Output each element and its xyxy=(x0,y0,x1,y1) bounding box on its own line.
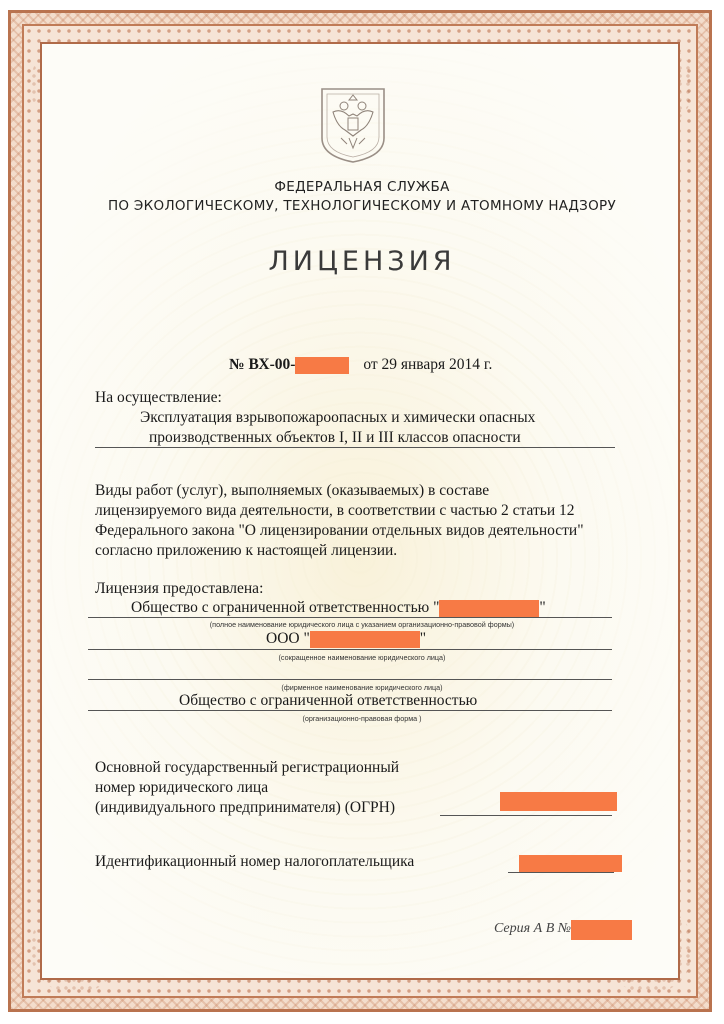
redacted-series-number xyxy=(571,920,632,940)
works-line2: лицензируемого вида деятельности, в соответствии с частью 2 статьи 12 xyxy=(95,502,575,519)
redacted-license-number xyxy=(295,357,349,374)
works-line4: согласно приложению к настоящей лицензии. xyxy=(95,542,398,559)
purpose-underline xyxy=(95,447,615,448)
short-name-text: ООО " xyxy=(266,630,310,647)
license-number: ВХ-00- xyxy=(248,356,296,373)
number-sign: № xyxy=(229,356,245,373)
coat-of-arms-icon xyxy=(319,86,387,164)
purpose-label: На осуществление: xyxy=(95,389,222,406)
full-name-underline xyxy=(88,617,612,618)
redacted-ogrn xyxy=(500,792,617,811)
short-name-underline xyxy=(88,649,612,650)
works-line3: Федерального закона "О лицензировании отдельных видов деятельности" xyxy=(95,522,584,539)
brand-name-caption: (фирменное наименование юридического лица) xyxy=(281,683,443,692)
license-date: от 29 января 2014 г. xyxy=(363,356,493,373)
redacted-short-name xyxy=(310,631,420,648)
license-number-line xyxy=(229,356,492,374)
brand-name-underline xyxy=(88,679,612,680)
full-name-line xyxy=(131,599,546,617)
series-label: Серия А В № xyxy=(494,921,571,936)
redacted-full-name xyxy=(439,600,539,617)
full-name-quote: " xyxy=(539,599,546,616)
full-name-caption: (полное наименование юридического лица с указанием организационно-правовой формы) xyxy=(209,620,515,629)
ogrn-line2: номер юридического лица xyxy=(95,779,269,796)
legal-form-value: Общество с ограниченной ответственностью xyxy=(179,692,478,709)
legal-form-caption: (организационно-правовая форма ) xyxy=(302,714,422,723)
ogrn-line3: (индивидуального предпринимателя) (ОГРН) xyxy=(95,799,396,816)
inn-label: Идентификационный номер налогоплательщика xyxy=(95,853,415,870)
purpose-line2: производственных объектов I, II и III классов опасности xyxy=(149,429,521,446)
ogrn-line1: Основной государственный регистрационный xyxy=(95,759,400,776)
short-name-caption: (сокращенное наименование юридического лица) xyxy=(278,653,446,662)
document-title: ЛИЦЕНЗИЯ xyxy=(268,246,456,277)
works-line1: Виды работ (услуг), выполняемых (оказываемых) в составе xyxy=(95,482,490,499)
granted-label: Лицензия предоставлена: xyxy=(95,580,264,597)
redacted-inn xyxy=(519,855,622,872)
agency-name-line2: ПО ЭКОЛОГИЧЕСКОМУ, ТЕХНОЛОГИЧЕСКОМУ И АТОМНОМУ НАДЗОРУ xyxy=(107,198,617,214)
short-name-quote: " xyxy=(419,630,427,647)
short-name-line xyxy=(266,630,426,648)
series-line xyxy=(494,921,571,937)
legal-form-underline xyxy=(88,710,612,711)
purpose-line1: Эксплуатация взрывопожароопасных и химически опасных xyxy=(140,409,536,426)
inn-underline xyxy=(508,872,614,873)
ogrn-underline xyxy=(440,815,612,816)
agency-name-line1: ФЕДЕРАЛЬНАЯ СЛУЖБА xyxy=(274,179,450,195)
full-name-text: Общество с ограниченной ответственностью " xyxy=(131,599,440,616)
